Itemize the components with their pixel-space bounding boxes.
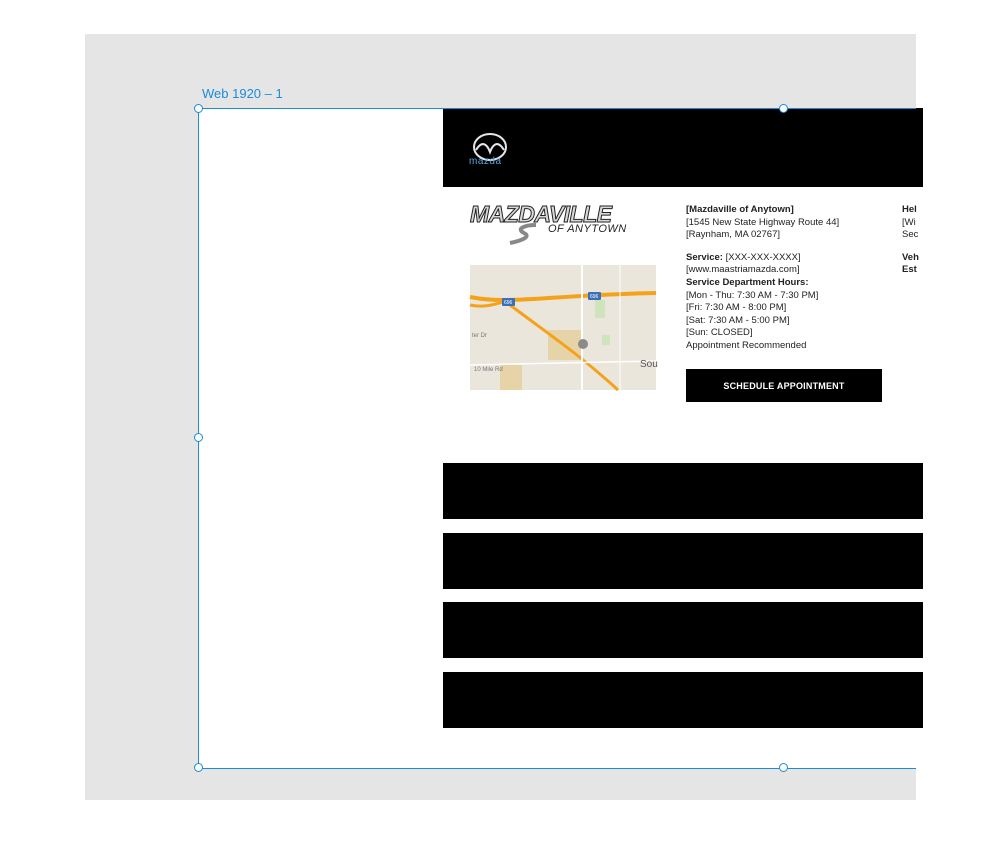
resize-handle-bottom-left[interactable] (194, 763, 203, 772)
appointment-note: Appointment Recommended (686, 339, 807, 351)
right-heading: Hel (902, 204, 917, 215)
site-header (443, 108, 923, 187)
selection-top-edge (198, 108, 916, 109)
content-band-2 (443, 533, 923, 589)
schedule-appointment-button[interactable]: SCHEDULE APPOINTMENT (686, 369, 882, 402)
hours-sat: [Sat: 7:30 AM - 5:00 PM] (686, 314, 790, 326)
map-label-city: Sou (640, 359, 658, 370)
address-line-1: [1545 New State Highway Route 44] (686, 216, 840, 228)
dealer-logo-name: MAZDAVILLE (470, 201, 612, 227)
address-line-2: [Raynham, MA 02767] (686, 229, 780, 241)
right-line-4: Veh (902, 251, 919, 263)
content-band-1 (443, 463, 923, 519)
content-band-3 (443, 602, 923, 658)
website-link[interactable]: [www.maastriamazda.com] (686, 264, 800, 276)
resize-handle-top-left[interactable] (194, 104, 203, 113)
resize-handle-bottom-middle[interactable] (779, 763, 788, 772)
map-label-shield-2: 696 (590, 294, 599, 300)
right-info-column (902, 204, 919, 277)
service-phone[interactable]: [XXX-XXX-XXXX] (725, 251, 801, 263)
service-label: Service: (686, 251, 723, 263)
hours-fri: [Fri: 7:30 AM - 8:00 PM] (686, 302, 787, 314)
location-map[interactable] (470, 265, 656, 390)
hours-heading: Service Department Hours: (686, 276, 809, 288)
dealer-logo (470, 201, 660, 245)
dealer-name: [Mazdaville of Anytown] (686, 204, 794, 215)
map-label-shield-1: 696 (504, 300, 513, 306)
dealer-logo-sub: OF ANYTOWN (548, 223, 627, 235)
map-label-road-1: ter Dr (472, 333, 487, 339)
swoosh-icon (506, 223, 546, 245)
hours-sun: [Sun: CLOSED] (686, 327, 753, 339)
artboard-label[interactable]: Web 1920 – 1 (202, 86, 283, 101)
resize-handle-top-middle[interactable] (779, 104, 788, 113)
selection-bottom-edge (198, 768, 916, 769)
resize-handle-middle-left[interactable] (194, 433, 203, 442)
artboard-web-1920[interactable] (198, 108, 919, 768)
dealer-info (686, 204, 891, 353)
right-line-3: Sec (902, 229, 919, 241)
service-phone-row (686, 252, 891, 265)
map-graphic (470, 265, 656, 390)
mazda-wordmark: mazda (469, 156, 502, 167)
right-line-2: [Wi (902, 216, 916, 228)
right-line-5: Est (902, 264, 917, 276)
hours-mon-thu: [Mon - Thu: 7:30 AM - 7:30 PM] (686, 289, 819, 301)
content-band-4 (443, 672, 923, 728)
map-label-road-2: 10 Mile Rd (474, 367, 503, 373)
